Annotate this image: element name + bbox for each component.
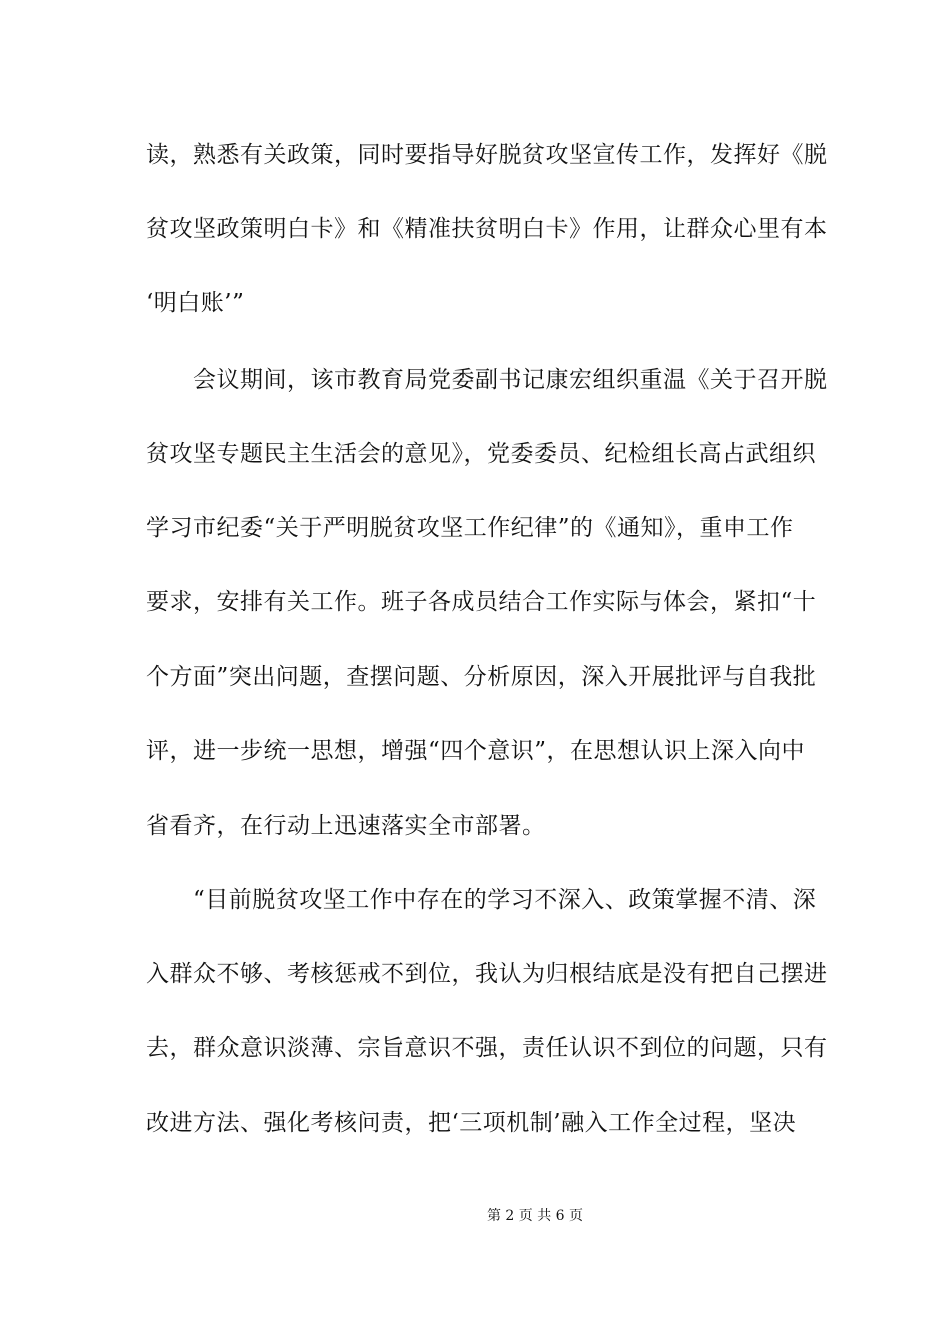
text-line: 贫攻坚政策明白卡》和《精准扶贫明白卡》作用，让群众心里有本 [146,216,828,242]
text-line: 学习市纪委“关于严明脱贫攻坚工作纪律”的《通知》，重申工作 [146,515,794,541]
text-line: 要求，安排有关工作。班子各成员结合工作实际与体会，紧扣“十 [146,589,817,615]
page-footer [0,1206,950,1226]
text-line: 入群众不够、考核惩戒不到位，我认为归根结底是没有把自己摆进 [146,961,828,987]
text-line: 评，进一步统一思想，增强“四个意识”，在思想认识上深入向中 [146,738,806,764]
text-line: ‘明白账’” [146,290,245,316]
text-line: 会议期间，该市教育局党委副书记康宏组织重温《关于召开脱 [146,367,828,393]
text-line: 读，熟悉有关政策，同时要指导好脱贫攻坚宣传工作，发挥好《脱 [146,142,828,168]
page-number: 第 2 页 共 6 页 [486,1208,584,1224]
text-line: 贫攻坚专题民主生活会的意见》，党委委员、纪检组长高占武组织 [146,441,816,467]
text-line: 改进方法、强化考核问责，把‘三项机制’融入工作全过程，坚决 [146,1110,797,1136]
text-line: 省看齐，在行动上迅速落实全市部署。 [146,813,546,839]
text-line: 去，群众意识淡薄、宗旨意识不强，责任认识不到位的问题，只有 [146,1035,828,1061]
text-line: “目前脱贫攻坚工作中存在的学习不深入、政策掌握不清、深 [146,887,817,913]
text-line: 个方面”突出问题，查摆问题、分析原因，深入开展批评与自我批 [146,664,817,690]
